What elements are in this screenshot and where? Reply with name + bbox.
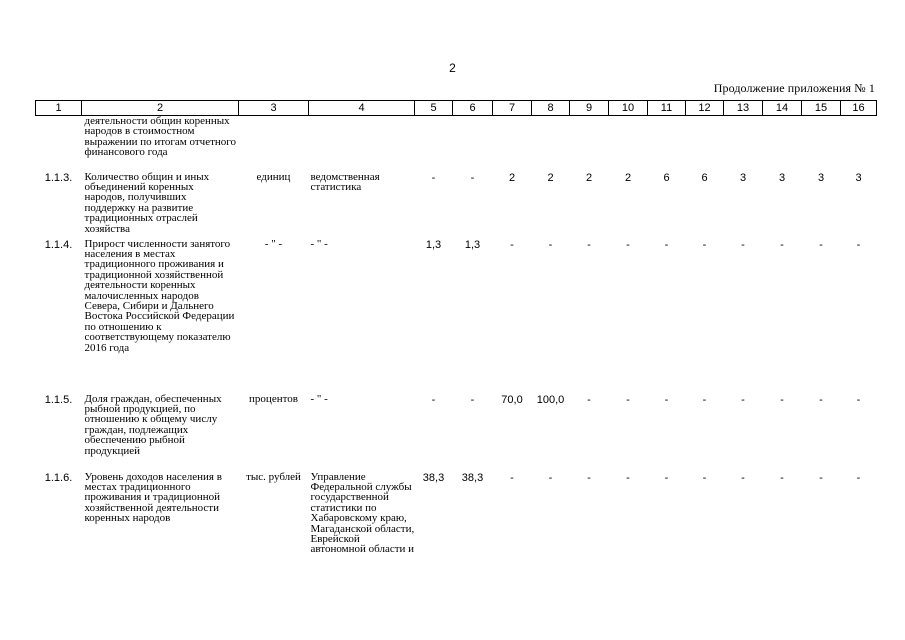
column-header-8: 8 bbox=[532, 101, 570, 116]
year-value-cell: - bbox=[741, 393, 745, 406]
data-source: Управление Федеральной службы государственной статистики по Хабаровскому краю, Магаданской области, Еврейской автономной области и bbox=[310, 470, 415, 556]
year-value-cell: - bbox=[741, 238, 745, 251]
year-value-cell: 2 bbox=[585, 171, 593, 184]
year-value-cell: 2 bbox=[547, 171, 554, 184]
year-value-cell: 100,0 bbox=[536, 393, 565, 406]
table-row bbox=[36, 472, 877, 602]
year-value-cell: - bbox=[587, 238, 591, 251]
year-value-cell bbox=[841, 116, 877, 172]
year-value-cell bbox=[724, 116, 763, 172]
column-header-10: 10 bbox=[609, 101, 648, 116]
year-value-cell: 3 bbox=[817, 171, 825, 184]
column-header-6: 6 bbox=[453, 101, 493, 116]
year-value-cell: - bbox=[510, 238, 514, 251]
table-row bbox=[36, 116, 877, 172]
year-value-cell bbox=[648, 116, 686, 172]
column-header-16: 16 bbox=[841, 101, 877, 116]
year-value-cell: - bbox=[548, 238, 553, 251]
page-number: 2 bbox=[449, 61, 456, 75]
year-value-cell bbox=[763, 116, 802, 172]
year-value-cell bbox=[570, 116, 609, 172]
indicators-table bbox=[35, 100, 877, 602]
year-value-cell: - bbox=[664, 471, 669, 484]
year-value-cell: 1,3 bbox=[425, 238, 442, 251]
row-number: 1.1.5. bbox=[44, 393, 73, 406]
column-header-13: 13 bbox=[724, 101, 763, 116]
table-row bbox=[36, 172, 877, 239]
year-value-cell: - bbox=[819, 393, 823, 406]
row-number: 1.1.3. bbox=[44, 171, 73, 184]
year-value-cell bbox=[453, 116, 493, 172]
year-value-cell: 2 bbox=[624, 171, 632, 184]
year-value-cell: 3 bbox=[855, 171, 862, 184]
column-header-9: 9 bbox=[570, 101, 609, 116]
year-value-cell: - bbox=[470, 171, 475, 184]
unit-of-measure bbox=[239, 116, 309, 172]
year-value-cell bbox=[415, 116, 453, 172]
year-value-cell bbox=[493, 116, 532, 172]
year-value-cell: - bbox=[819, 471, 823, 484]
year-value-cell: - bbox=[780, 471, 784, 484]
year-value-cell: 3 bbox=[739, 171, 747, 184]
year-value-cell: - bbox=[626, 471, 630, 484]
year-value-cell: 2 bbox=[508, 171, 516, 184]
indicator-name: деятельности общин коренных народов в стоимостном выражении по итогам отчетного финансового года bbox=[84, 115, 237, 159]
column-header-12: 12 bbox=[686, 101, 724, 116]
year-value-cell bbox=[802, 116, 841, 172]
year-value-cell: 70,0 bbox=[501, 393, 523, 406]
column-header-7: 7 bbox=[493, 101, 532, 116]
unit-of-measure: единиц bbox=[256, 170, 291, 183]
year-value-cell bbox=[532, 116, 570, 172]
year-value-cell: - bbox=[702, 393, 707, 406]
year-value-cell: 6 bbox=[701, 171, 708, 184]
data-source: ведомственная статистика bbox=[310, 170, 380, 193]
table-row bbox=[36, 394, 877, 472]
unit-of-measure: тыс. рублей bbox=[246, 470, 301, 483]
data-source: - " - bbox=[310, 237, 328, 250]
column-number-header-row bbox=[36, 101, 877, 116]
year-value-cell: - bbox=[741, 471, 745, 484]
column-header-3: 3 bbox=[239, 101, 309, 116]
year-value-cell: - bbox=[856, 393, 861, 406]
row-number bbox=[36, 116, 82, 172]
year-value-cell: 1,3 bbox=[464, 238, 481, 251]
indicator-name: Доля граждан, обеспеченных рыбной продукцией, по отношению к общему числу граждан, подлежащих обеспечению рыбной продукцией bbox=[84, 392, 222, 457]
appendix-continuation-note: Продолжение приложения № 1 bbox=[713, 81, 875, 95]
year-value-cell: - bbox=[702, 471, 707, 484]
indicator-name: Количество общин и иных объединений коренных народов, получивших поддержку на развитие традиционных отраслей хозяйства bbox=[84, 170, 210, 235]
year-value-cell bbox=[609, 116, 648, 172]
year-value-cell: - bbox=[510, 471, 514, 484]
year-value-cell: - bbox=[626, 393, 630, 406]
row-number: 1.1.6. bbox=[44, 471, 73, 484]
unit-of-measure: процентов bbox=[249, 392, 298, 405]
year-value-cell: 3 bbox=[778, 171, 786, 184]
column-header-1: 1 bbox=[36, 101, 82, 116]
year-value-cell: - bbox=[664, 393, 669, 406]
column-header-4: 4 bbox=[309, 101, 415, 116]
year-value-cell: - bbox=[431, 171, 436, 184]
year-value-cell: - bbox=[548, 471, 553, 484]
indicator-name: Уровень доходов населения в местах традиционного проживания и традиционной хозяйственной деятельности коренных народов bbox=[84, 470, 222, 525]
data-source: - " - bbox=[310, 392, 328, 405]
year-value-cell: - bbox=[587, 393, 591, 406]
year-value-cell: - bbox=[702, 238, 707, 251]
column-header-14: 14 bbox=[763, 101, 802, 116]
column-header-5: 5 bbox=[415, 101, 453, 116]
indicator-name: Прирост численности занятого населения в местах традиционного проживания и традиционной хозяйственной деятельности коренных малочисленных народов Севера, Сибири и Дальнего Востока Российской Федерации по отношению к соответствующему показателю 2016 года bbox=[84, 237, 235, 354]
year-value-cell: - bbox=[856, 238, 861, 251]
year-value-cell: - bbox=[780, 393, 784, 406]
year-value-cell: - bbox=[470, 393, 475, 406]
year-value-cell: - bbox=[587, 471, 591, 484]
data-source bbox=[309, 116, 415, 172]
row-number: 1.1.4. bbox=[44, 238, 73, 251]
year-value-cell: - bbox=[664, 238, 669, 251]
year-value-cell: 38,3 bbox=[461, 471, 484, 484]
year-value-cell: - bbox=[626, 238, 630, 251]
year-value-cell: - bbox=[780, 238, 784, 251]
column-header-2: 2 bbox=[82, 101, 239, 116]
year-value-cell: 38,3 bbox=[422, 471, 445, 484]
year-value-cell: - bbox=[856, 471, 861, 484]
year-value-cell bbox=[686, 116, 724, 172]
year-value-cell: - bbox=[819, 238, 823, 251]
unit-of-measure: - " - bbox=[264, 237, 283, 250]
table-row bbox=[36, 239, 877, 394]
year-value-cell: 6 bbox=[663, 171, 670, 184]
year-value-cell: - bbox=[431, 393, 436, 406]
column-header-11: 11 bbox=[648, 101, 686, 116]
column-header-15: 15 bbox=[802, 101, 841, 116]
